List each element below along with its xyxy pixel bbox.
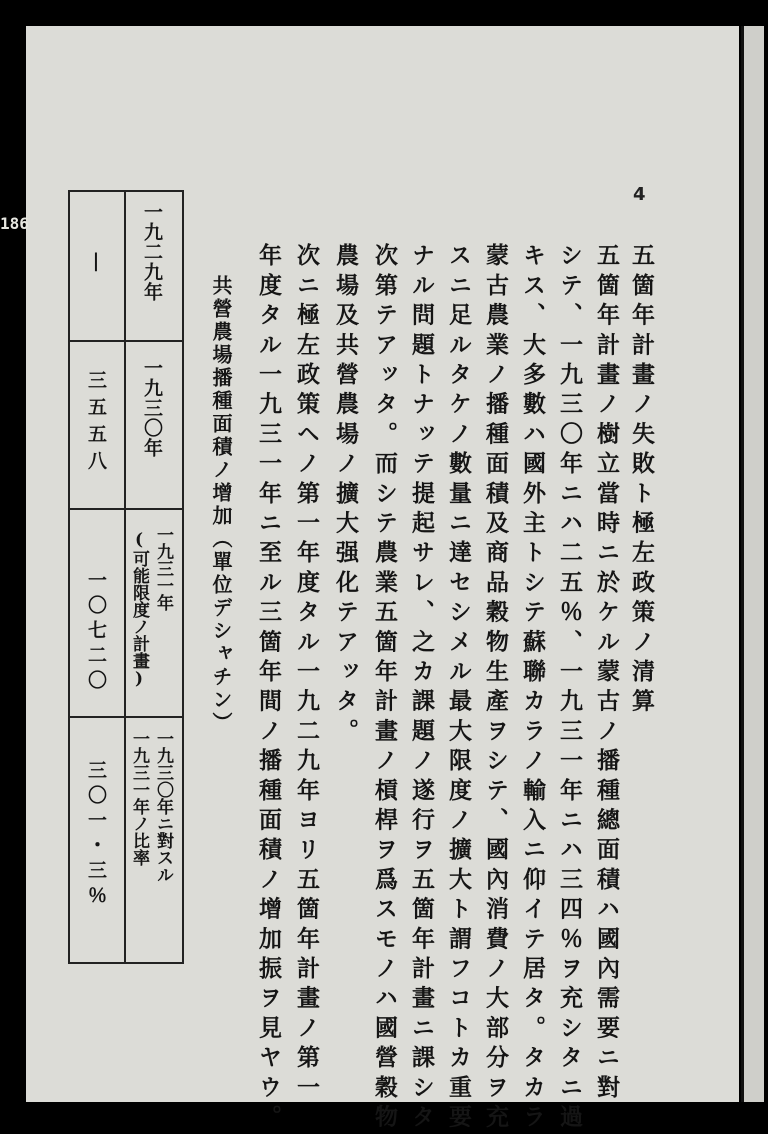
header-1931: 一九三一年 bbox=[153, 526, 173, 611]
margin-number: 186 bbox=[0, 214, 29, 233]
table-divider bbox=[68, 340, 184, 342]
table-border-left bbox=[68, 190, 70, 964]
table-divider bbox=[68, 716, 184, 718]
text-column: 次ニ極左政策ヘノ第一年度タル一九二九年ヨリ五箇年計畫ノ第一 bbox=[293, 243, 320, 1105]
header-ratio-2: 一九三一年ノ比率 bbox=[129, 730, 149, 866]
table-row-divider bbox=[124, 190, 126, 964]
value-1931: 一〇七二〇 bbox=[85, 570, 107, 695]
text-column: ナル問題トナッテ提起サレ、之カ課題ノ遂行ヲ五箇年計畫ニ課シタ bbox=[408, 243, 435, 1134]
sown-area-table bbox=[68, 190, 184, 964]
value-1930: 三五五八 bbox=[85, 370, 107, 478]
table-border-bottom bbox=[68, 962, 184, 964]
text-column: 五箇年計畫ノ樹立當時ニ於ケル蒙古ノ播種總面積ハ國內需要ニ對 bbox=[593, 243, 620, 1105]
value-1929: | bbox=[85, 250, 107, 273]
table-border-top bbox=[68, 190, 184, 192]
text-column: 次第テアッタ。而シテ農業五箇年計畫ノ槓桿ヲ爲スモノハ國營穀物 bbox=[371, 243, 398, 1134]
page-edge bbox=[741, 26, 764, 1102]
header-1930: 一九三〇年 bbox=[141, 358, 163, 458]
table-border-right bbox=[182, 190, 184, 964]
page-number: 4 bbox=[633, 184, 646, 205]
table-caption: 共營農場播種面積ノ增加（單位デシャチン） bbox=[209, 275, 233, 735]
text-column: キス、大多數ハ國外主トシテ蘇聯カラノ輸入ニ仰イテ居タ。タカラ bbox=[519, 243, 546, 1134]
value-ratio: 三〇一・三％ bbox=[85, 760, 107, 910]
header-1931-note: (可能限度ノ計畫) bbox=[129, 530, 149, 689]
text-column: スニ足ルタケノ數量ニ達セシメル最大限度ノ擴大ト謂フコトカ重要 bbox=[445, 243, 472, 1134]
header-1929: 一九二九年 bbox=[141, 202, 163, 302]
table-divider bbox=[68, 508, 184, 510]
text-column: 年度タル一九三一年ニ至ル三箇年間ノ播種面積ノ增加振ヲ見ヤウ。 bbox=[255, 243, 282, 1134]
text-column: 農場及共營農場ノ擴大强化テアッタ。 bbox=[332, 243, 359, 748]
chapter-heading: 五箇年計畫ノ失敗ト極左政策ノ清算 bbox=[628, 243, 655, 719]
header-ratio: 一九三〇年ニ對スル bbox=[153, 730, 173, 883]
text-column: シテ、一九三〇年ニハ二五％、一九三一年ニハ三四％ヲ充シタニ過 bbox=[556, 243, 583, 1134]
text-column: 蒙古農業ノ播種面積及商品穀物生產ヲシテ、國內消費ノ大部分ヲ充 bbox=[482, 243, 509, 1134]
